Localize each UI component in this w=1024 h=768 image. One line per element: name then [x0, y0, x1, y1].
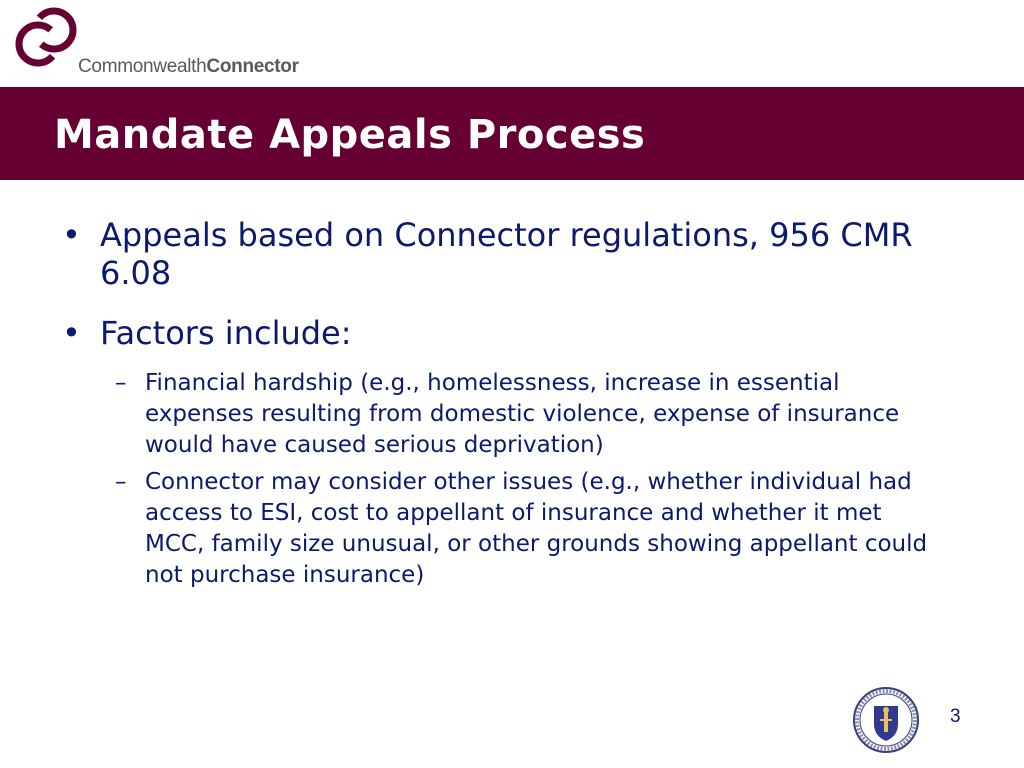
bullet-marker: • [62, 216, 81, 254]
sub-bullet-item [109, 368, 945, 461]
sub-bullet-text: Financial hardship (e.g., homelessness, increase in essential expenses resulting from domestic violence, expense of insurance would have caused serious deprivation) [145, 370, 900, 458]
bullet-text: Appeals based on Connector regulations, 956 CMR 6.08 [100, 216, 913, 292]
page-number: 3 [950, 706, 961, 727]
sub-bullet-item [109, 467, 945, 591]
bullet-item [62, 216, 962, 292]
logo-name-bold: Connector [206, 56, 299, 77]
logo-name-regular: Commonwealth [78, 56, 207, 77]
massachusetts-seal-icon [852, 686, 920, 754]
dash-marker: – [115, 370, 127, 396]
bullet-item [62, 314, 962, 352]
dash-marker: – [115, 469, 127, 495]
logo [14, 6, 334, 78]
slide-title: Mandate Appeals Process [54, 112, 646, 158]
slide-content [62, 216, 962, 597]
commonwealth-connector-logo-icon [14, 6, 80, 72]
bullet-text: Factors include: [100, 314, 352, 352]
bullet-marker: • [62, 314, 81, 352]
sub-bullet-list [62, 368, 962, 591]
logo-wordmark [78, 56, 299, 78]
sub-bullet-text: Connector may consider other issues (e.g., whether individual had access to ESI, cost to appellant of insurance and whether it met MCC, family size unusual, or other grounds showing appellant could not purchase insurance) [145, 469, 928, 588]
